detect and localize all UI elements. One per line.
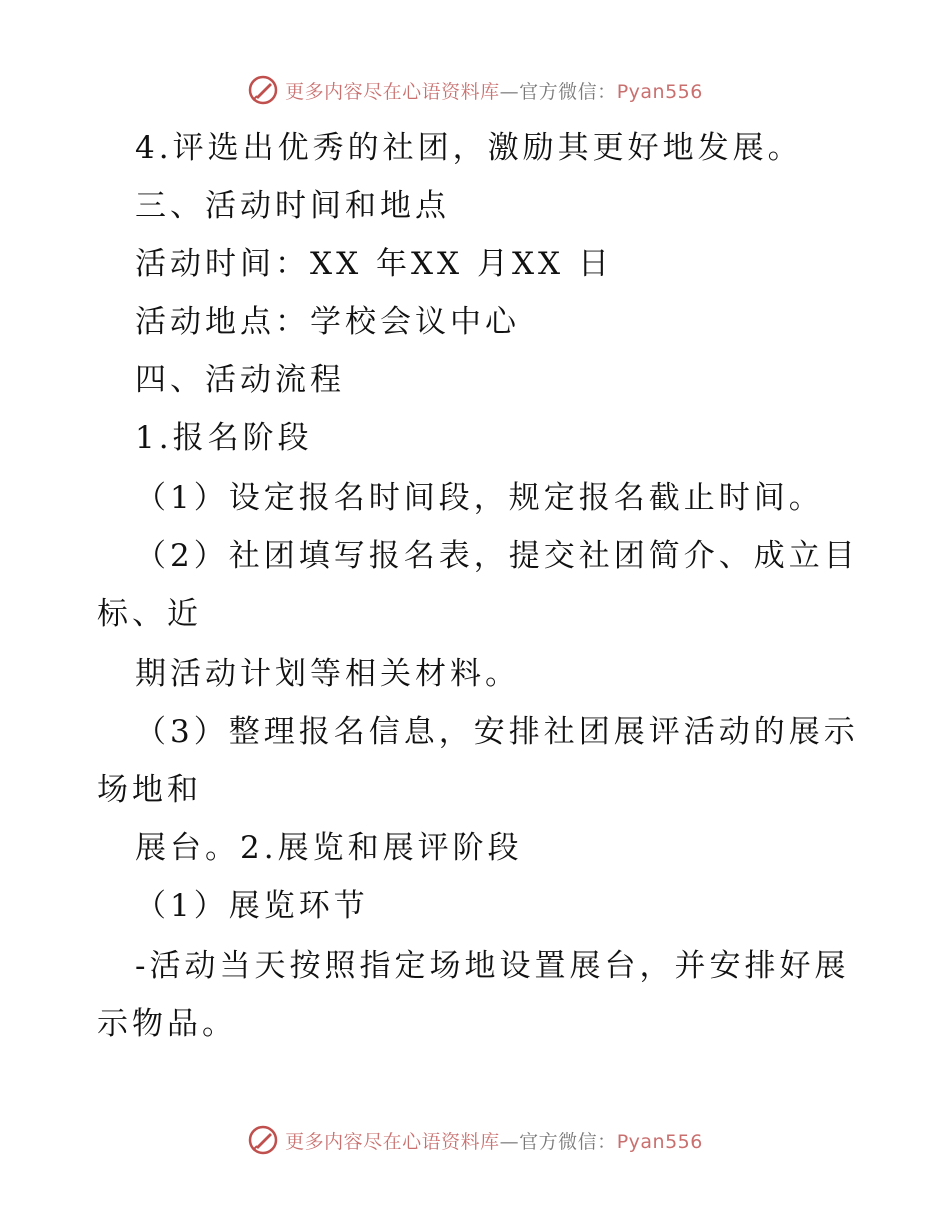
subheading: （1）展览环节 [135,888,369,924]
watermark-dash: — [499,1130,520,1153]
text-line: （2）社团填写报名表，提交社团简介、成立目 [135,538,859,574]
text-line: 场地和 [97,772,202,808]
text-line: -活动当天按照指定场地设置展台，并安排好展 [135,948,850,984]
text-line: 标、近 [97,596,202,632]
watermark-text [285,1127,703,1154]
watermark-text [285,77,703,104]
watermark-id: Pyan556 [616,1130,703,1153]
watermark-main: 更多内容尽在心语资料库 [285,80,500,103]
watermark-footer [0,1120,950,1160]
watermark-official: 官方微信： [519,80,617,103]
watermark-id: Pyan556 [616,80,703,103]
text-line: （3）整理报名信息，安排社团展评活动的展示 [135,714,859,750]
subheading: 1.报名阶段 [135,420,313,456]
quill-logo-icon [247,1124,279,1156]
quill-logo-icon [247,74,279,106]
watermark-main: 更多内容尽在心语资料库 [285,1130,500,1153]
watermark-header [0,70,950,110]
section-heading: 三、活动时间和地点 [135,188,450,224]
watermark-official: 官方微信： [519,1130,617,1153]
text-line: （1）设定报名时间段，规定报名截止时间。 [135,480,824,516]
text-line: 展台。2.展览和展评阶段 [135,830,523,866]
text-line: 4.评选出优秀的社团，激励其更好地发展。 [135,130,803,166]
watermark-dash: — [499,80,520,103]
text-line: 示物品。 [97,1006,237,1042]
text-line: 活动时间：XX 年XX 月XX 日 [135,246,613,282]
text-line: 活动地点：学校会议中心 [135,304,520,340]
section-heading: 四、活动流程 [135,362,345,398]
text-line: 期活动计划等相关材料。 [135,656,520,692]
